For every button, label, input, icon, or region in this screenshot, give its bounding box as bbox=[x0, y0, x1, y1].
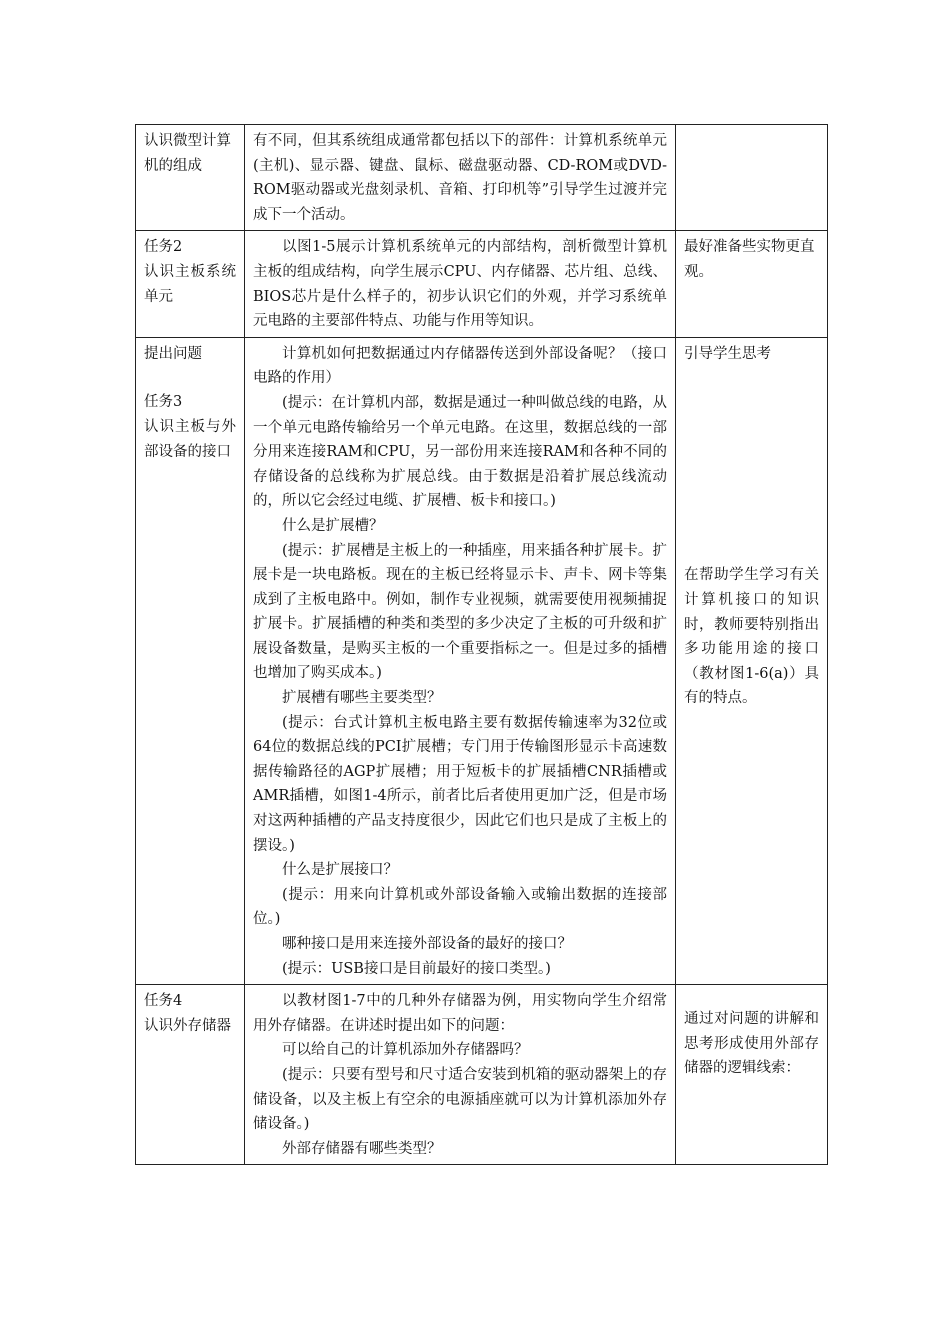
content-paragraph: 有不同，但其系统组成通常都包括以下的部件：计算机系统单元(主机)、显示器、键盘、鼠标、磁盘驱动器、CD-ROM或DVD-ROM驱动器或光盘刻录机、音箱、打印机等”引导学生过渡并完成下一个活动。 bbox=[253, 133, 667, 223]
content-cell bbox=[245, 231, 676, 337]
hint-text: (提示：用来向计算机或外部设备输入或输出数据的连接部位。) bbox=[253, 886, 667, 928]
question-text: 计算机如何把数据通过内存储器传送到外部设备呢？（接口电路的作用） bbox=[253, 345, 667, 387]
table-row bbox=[136, 231, 828, 337]
content-paragraph: 以教材图1-7中的几种外存储器为例，用实物向学生介绍常用外存储器。在讲述时提出如下的问题： bbox=[253, 993, 667, 1034]
task-label: 认识主板系统单元 bbox=[144, 263, 236, 305]
hint-text: (提示：台式计算机主板电路主要有数据传输速率为32位或64位的数据总线的PCI扩展槽；专门用于传输图形显示卡高速数据传输路径的AGP扩展槽；用于短板卡的扩展插槽CNR插槽或AMR插槽，如图1-4所示，前者比后者使用更加广泛，但是市场对这两种插槽的产品支持度很少，因此它们也只是成了主板上的摆设。) bbox=[253, 714, 667, 854]
table-row bbox=[136, 985, 828, 1165]
teaching-note: 最好准备些实物更直观。 bbox=[684, 239, 815, 280]
content-cell bbox=[245, 337, 676, 984]
task-label: 认识主板与外部设备的接口 bbox=[144, 418, 236, 460]
task-number: 任务3 bbox=[144, 394, 183, 411]
table-row bbox=[136, 125, 828, 231]
task-number: 任务4 bbox=[144, 993, 183, 1010]
teaching-note: 通过对问题的讲解和思考形成使用外部存储器的逻辑线索： bbox=[684, 1011, 819, 1077]
hint-text: (提示：只要有型号和尺寸适合安装到机箱的驱动器架上的存储设备，以及主板上有空余的电源插座就可以为计算机添加外存储设备。) bbox=[253, 1066, 667, 1133]
question-text: 外部存储器有哪些类型？ bbox=[282, 1140, 442, 1157]
table-row bbox=[136, 337, 828, 984]
question-label: 提出问题 bbox=[144, 345, 202, 362]
task-cell bbox=[136, 337, 245, 984]
question-text: 什么是扩展接口？ bbox=[282, 862, 398, 879]
question-text: 哪种接口是用来连接外部设备的最好的接口？ bbox=[282, 936, 572, 952]
task-cell bbox=[136, 125, 245, 231]
task-number: 任务2 bbox=[144, 239, 183, 256]
note-cell bbox=[676, 231, 828, 337]
task-cell bbox=[136, 985, 245, 1165]
question-text: 可以给自己的计算机添加外存储器吗？ bbox=[282, 1042, 529, 1059]
question-text: 扩展槽有哪些主要类型？ bbox=[282, 690, 442, 707]
hint-text: (提示：在计算机内部，数据是通过一种叫做总线的电路，从一个单元电路传输给另一个单元电路。在这里，数据总线的一部分用来连接RAM和CPU，另一部份用来连接RAM和各种不同的存储设备的总线称为扩展总线。由于数据是沿着扩展总线流动的，所以它会经过电缆、扩展槽、板卡和接口。) bbox=[253, 394, 667, 510]
task-label: 认识微型计算机的组成 bbox=[144, 133, 231, 174]
teaching-note: 引导学生思考 bbox=[684, 345, 771, 362]
note-cell bbox=[676, 337, 828, 984]
lesson-plan-table bbox=[135, 124, 828, 1165]
note-cell bbox=[676, 985, 828, 1165]
hint-text: (提示：扩展槽是主板上的一种插座，用来插各种扩展卡。扩展卡是一块电路板。现在的主板已经将显示卡、声卡、网卡等集成到了主板电路中。例如，制作专业视频，就需要使用视频捕捉扩展卡。扩展插槽的种类和类型的多少决定了主板的可升级和扩展设备数量，是购买主板的一个重要指标之一。但是过多的插槽也增加了购买成本。) bbox=[253, 542, 667, 682]
teaching-note: 在帮助学生学习有关计算机接口的知识时，教师要特别指出多功能用途的接口（教材图1-6(a)）具有的特点。 bbox=[684, 567, 819, 707]
note-cell bbox=[676, 125, 828, 231]
content-paragraph: 以图1-5展示计算机系统单元的内部结构，剖析微型计算机主板的组成结构，向学生展示CPU、内存储器、芯片组、总线、BIOS芯片是什么样子的，初步认识它们的外观，并学习系统单元电路的主要部件特点、功能与作用等知识。 bbox=[253, 239, 667, 330]
content-cell bbox=[245, 985, 676, 1165]
hint-text: (提示：USB接口是目前最好的接口类型。) bbox=[282, 960, 551, 977]
task-cell bbox=[136, 231, 245, 337]
question-text: 什么是扩展槽？ bbox=[282, 517, 384, 534]
task-label: 认识外存储器 bbox=[144, 1017, 231, 1034]
content-cell bbox=[245, 125, 676, 231]
